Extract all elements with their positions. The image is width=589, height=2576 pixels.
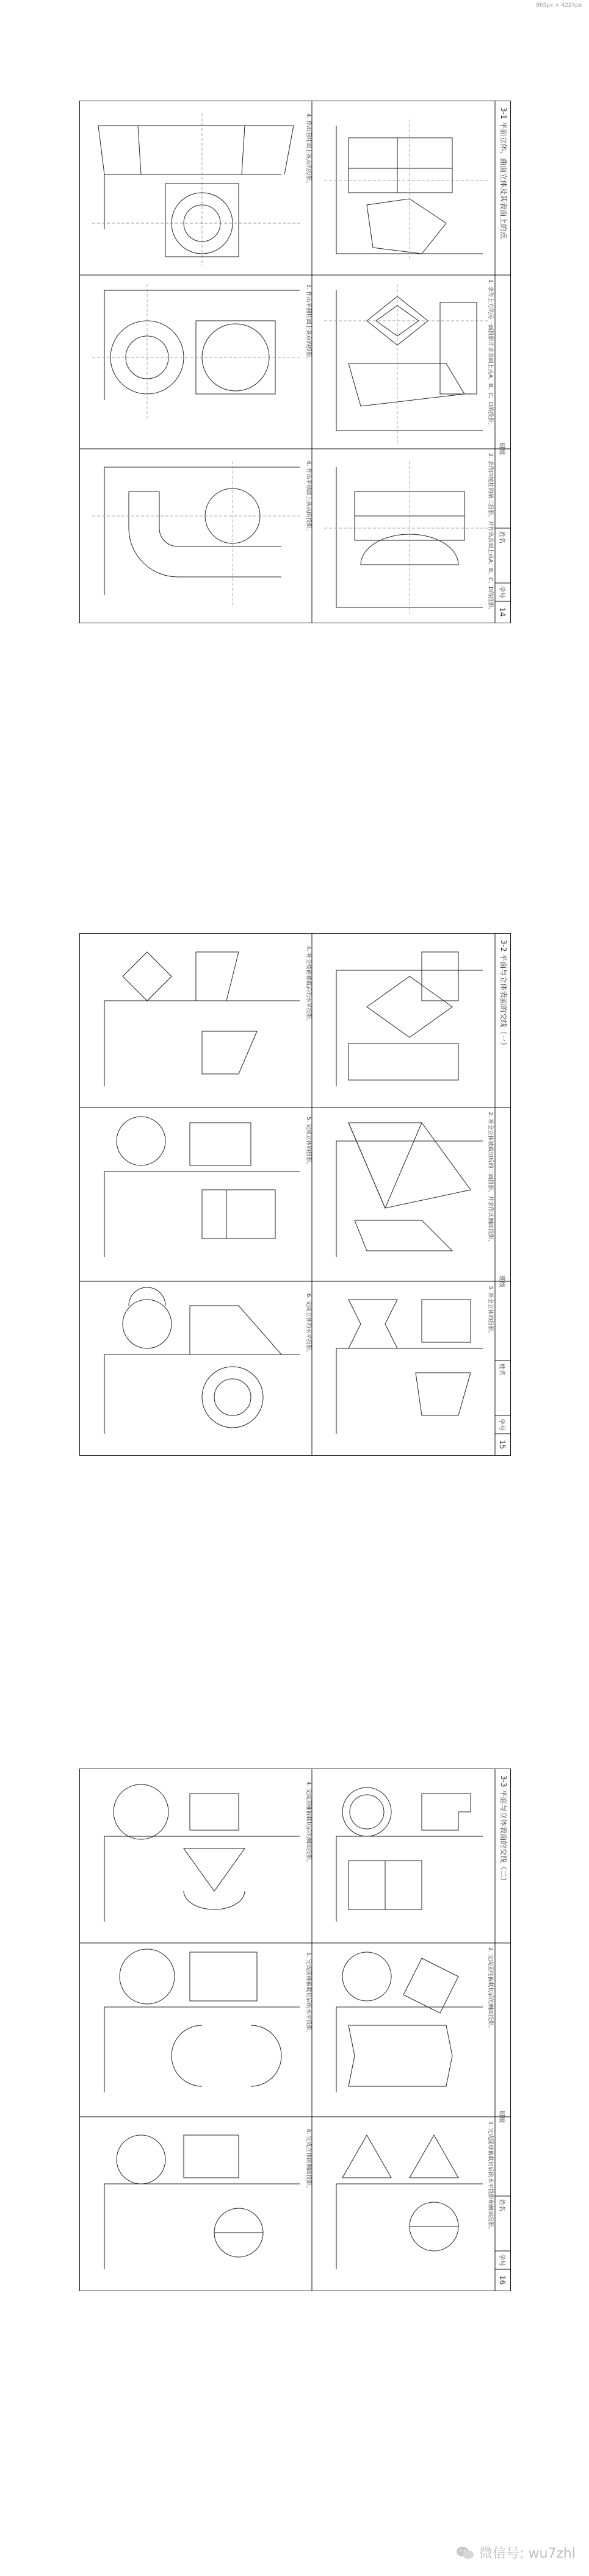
page-number: 14	[498, 607, 507, 617]
page-number: 16	[498, 2275, 507, 2285]
instruction-2: 2. 完成圆柱被截切后的侧面投影。	[487, 1947, 493, 2031]
worksheet-page-14	[79, 101, 511, 623]
footer-id-label: 学号	[498, 586, 505, 598]
page-14-drawing	[80, 101, 510, 623]
image-dimensions: 965px × 4224px	[536, 2, 582, 9]
instruction-4: 4. 完成圆锥被截切后的侧面投影。	[305, 1781, 311, 1866]
worksheet-page-15	[79, 933, 511, 1456]
instruction-4: 4. 作出圆柱面上各点的投影。	[305, 113, 311, 187]
instruction-2: 2. 补全立体被截切后的三面投影，并求作其侧面投影。	[487, 1112, 493, 1245]
page-title: 3-1 平面立体、曲面立体及其表面上的点	[499, 107, 508, 239]
instruction-3: 3. 补全立体的投影。	[487, 1286, 493, 1337]
footer-class-label: 班级	[498, 1275, 505, 1287]
instruction-6: 6. 作出半球面上各点的投影。	[305, 461, 311, 534]
footer-class-label: 班级	[498, 2111, 505, 2123]
instruction-5: 5. 作出半圆柱面上各点的投影。	[305, 284, 311, 363]
footer-id-label: 学号	[498, 2254, 505, 2266]
watermark	[456, 2543, 576, 2562]
footer-id-label: 学号	[498, 1419, 505, 1431]
footer-name-label: 姓名	[498, 531, 505, 543]
instruction-5: 5. 完成立体的投影。	[305, 1117, 311, 1168]
worksheet-page-16	[79, 1769, 511, 2291]
footer-name-label: 姓名	[498, 1364, 505, 1376]
instruction-2: 2. 求作四棱柱的第三投影，并作出表面上点A、B、C、D的投影。	[487, 453, 493, 613]
footer-class-label: 班级	[498, 443, 505, 455]
wechat-icon	[456, 2545, 474, 2561]
instruction-1: 1. 求作上方的另一面投影并求表面上点A、B、C、D的投影。	[487, 279, 493, 428]
instruction-6: 6. 完成立体的水平投影。	[305, 1293, 311, 1356]
instruction-4: 4. 补全棱锥被截后的水平投影。	[305, 946, 311, 1025]
watermark-text: 微信号: wu7zhl	[479, 2546, 576, 2561]
instruction-6: 6. 完成立体的侧面投影。	[305, 2129, 311, 2191]
page-title: 3-2 平面与立体表面的交线（一）	[499, 940, 508, 1050]
page-number: 15	[498, 1440, 507, 1450]
footer-name-label: 姓名	[498, 2199, 505, 2211]
instruction-5: 5. 完成圆锥被截切后的水平投影。	[305, 1952, 311, 2036]
page-title: 3-3 平面与立体表面的交线（二）	[499, 1775, 508, 1885]
instruction-3: 3. 完成圆球被截切后的水平投影和侧面投影。	[487, 2121, 493, 2233]
page-16-drawing	[80, 1769, 510, 2291]
page-15-drawing	[80, 934, 510, 1455]
